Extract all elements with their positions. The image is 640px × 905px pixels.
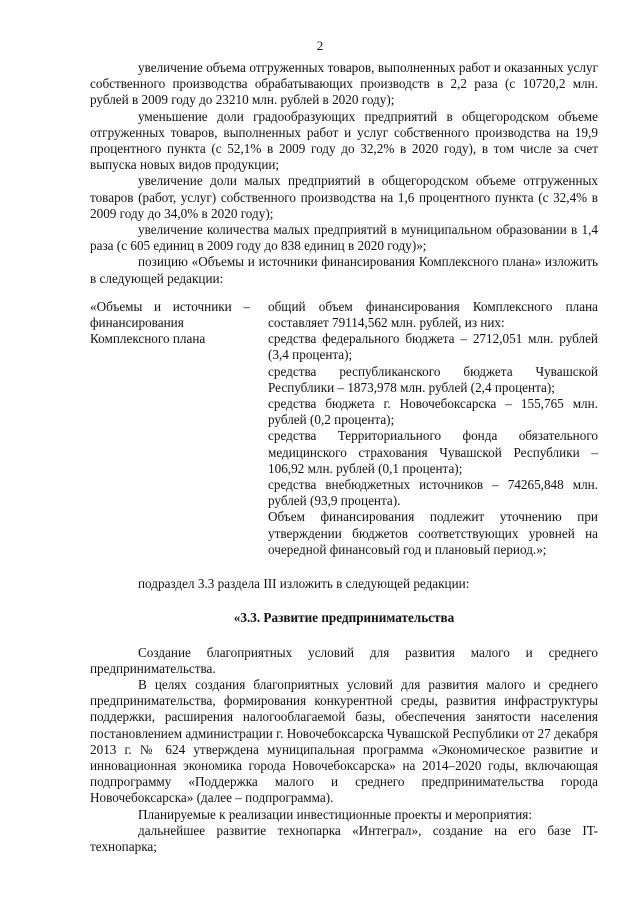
table-line: общий объем финансирования Комплексного плана составляет 79114,562 млн. рублей, из них: — [268, 298, 598, 331]
table-left-cell: «Объемы и источники – финансирования Комплексного плана — [90, 298, 250, 347]
table-line: средства Территориального фонда обязательного медицинского страхования Чувашской Республики – 106,92 млн. рублей (0,1 процента); — [268, 428, 598, 476]
table-line: Объем финансирования подлежит уточнению при утверждении бюджетов соответствующих уровней на очередной финансовый год и плановый период.»; — [268, 509, 598, 557]
document-body — [90, 60, 598, 855]
paragraph: Создание благоприятных условий для развития малого и среднего предпринимательства. — [90, 644, 598, 676]
table-line: средства федерального бюджета – 2712,051 млн. рублей (3,4 процента); — [268, 331, 598, 363]
section-heading: «3.3. Развитие предпринимательства — [233, 610, 455, 626]
paragraph: увеличение объема отгруженных товаров, выполненных работ и оказанных услуг собственного производства обрабатывающих производств в 2,2 раза (с 10720,2 млн. рублей в 2009 году до 23210 млн. рублей в 2020 году); — [90, 60, 598, 108]
table-line: средства бюджета г. Новочебоксарска – 155,765 млн. рублей (0,2 процента); — [268, 396, 598, 428]
page-number: 2 — [316, 38, 324, 53]
paragraph: позицию «Объемы и источники финансирования Комплексного плана» изложить в следующей редакции: — [90, 254, 598, 286]
paragraph: уменьшение доли градообразующих предприятий в общегородском объеме отгруженных товаров, выполненных работ и услуг собственного производства на 19,9 процентного пункта (с 52,1% в 2009 году до 32,2% в 2020 году), в том числе за счет выпуска новых видов продукции; — [90, 108, 598, 173]
table-right-cell — [268, 299, 598, 558]
table-line: средства республиканского бюджета Чувашской Республики – 1873,978 млн. рублей (2,4 процента); — [268, 363, 598, 395]
paragraph: увеличение количества малых предприятий в муниципальном образовании в 1,4 раза (с 605 единиц в 2009 году до 838 единиц в 2020 году)»; — [90, 222, 598, 254]
paragraph: увеличение доли малых предприятий в общегородском объеме отгруженных товаров (работ, услуг) собственного производства на 1,6 процентного пункта (с 32,4% в 2009 году до 34,0% в 2020 году); — [90, 173, 598, 221]
table-line: средства внебюджетных источников – 74265,848 млн. рублей (93,9 процента). — [268, 477, 598, 509]
subsection-intro: подраздел 3.3 раздела III изложить в следующей редакции: — [138, 576, 470, 592]
paragraph: В целях создания благоприятных условий для развития малого и среднего предпринимательства, формирования конкурентной среды, развития инфраструктуры поддержки, расширения налогооблагаемой базы, обеспечения занятости населения постановлением администрации г. Новочебоксарска Чувашской Республики от 27 декабря 2013 г. № 624 утверждена муниципальная программа «Экономическое развитие и инновационная экономика города Новочебоксарска» на 2014–2020 годы, включающая подпрограмму «Поддержка малого и среднего предпринимательства города Новочебоксарска» (далее – подпрограмма). — [90, 676, 598, 806]
paragraph: Планируемые к реализации инвестиционные проекты и мероприятия: — [138, 806, 533, 822]
paragraph: дальнейшее развитие технопарка «Интеграл», создание на его базе IT-технопарка; — [90, 822, 598, 854]
financing-table — [90, 299, 598, 558]
